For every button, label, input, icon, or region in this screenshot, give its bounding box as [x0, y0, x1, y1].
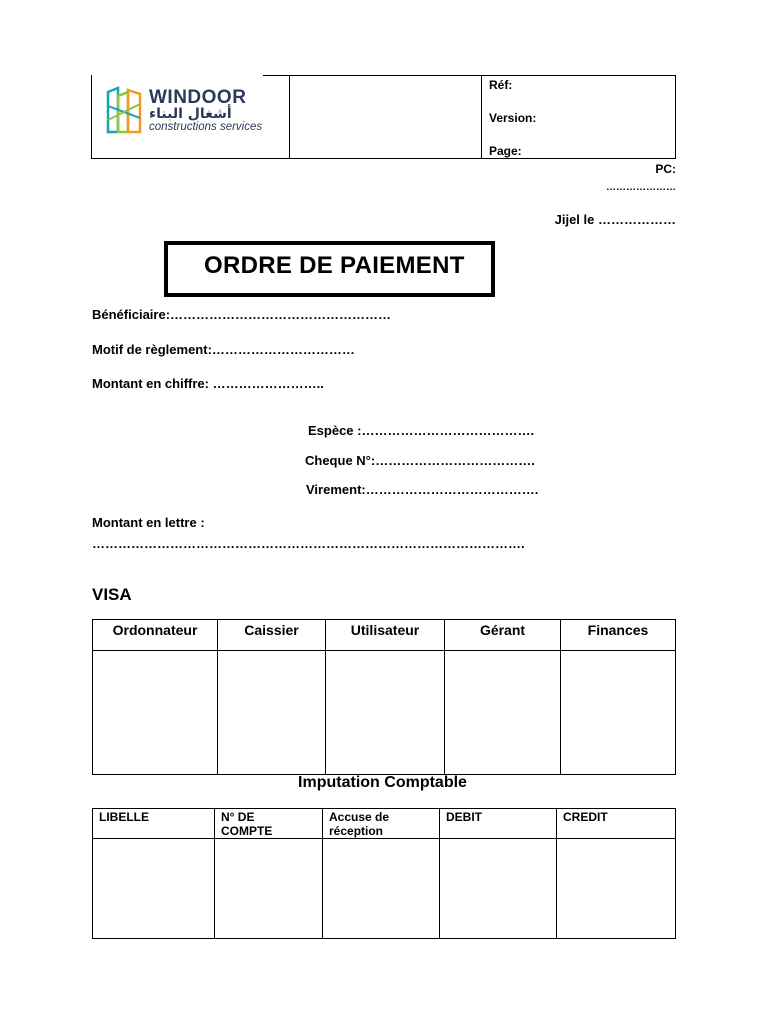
- logo-subtitle: constructions services: [149, 121, 263, 133]
- visa-col-ordonnateur: Ordonnateur: [93, 620, 218, 651]
- visa-table: [92, 619, 676, 775]
- pc-label: PC:: [655, 162, 676, 176]
- imp-col-accuse: Accuse de réception: [323, 809, 440, 839]
- logo-brand-text: WINDOOR: [149, 87, 247, 108]
- visa-cell: [561, 651, 676, 775]
- imputation-cell: [557, 839, 676, 939]
- page-title: ORDRE DE PAIEMENT: [204, 252, 465, 279]
- montant-lettre-label: Montant en lettre :: [92, 515, 205, 530]
- visa-col-gerant: Gérant: [445, 620, 561, 651]
- place-date: Jijel le ………………: [554, 212, 676, 227]
- visa-cell: [445, 651, 561, 775]
- windoor-logo-mark-icon: [106, 86, 146, 134]
- imp-col-credit: CREDIT: [557, 809, 676, 839]
- imp-col-debit: DEBIT: [440, 809, 557, 839]
- visa-col-utilisateur: Utilisateur: [326, 620, 445, 651]
- ref-label: Réf:: [489, 78, 513, 92]
- visa-heading: VISA: [92, 585, 132, 604]
- imputation-heading: [0, 774, 768, 792]
- imputation-cell: [440, 839, 557, 939]
- visa-col-finances: Finances: [561, 620, 676, 651]
- cheque-field: Cheque N°:……………………………….: [305, 453, 535, 468]
- imputation-cell: [323, 839, 440, 939]
- beneficiaire-field: Bénéficiaire:……………………………………………: [92, 307, 392, 322]
- version-label: Version:: [489, 111, 537, 125]
- logo-arabic-text: أشغال البناء: [149, 106, 232, 122]
- visa-col-caissier: Caissier: [218, 620, 326, 651]
- visa-cell: [93, 651, 218, 775]
- imp-col-libelle: LIBELLE: [93, 809, 215, 839]
- motif-field: Motif de règlement:……………………………: [92, 342, 355, 357]
- imputation-table: [92, 808, 676, 939]
- page-label: Page:: [489, 144, 522, 158]
- imp-col-compte: N° DE COMPTE: [215, 809, 323, 839]
- virement-field: Virement:………………………………….: [306, 482, 539, 497]
- pc-dots: …………………: [606, 182, 676, 193]
- title-box: [164, 241, 495, 297]
- montant-chiffre-field: Montant en chiffre: ……………………..: [92, 376, 324, 391]
- espece-field: Espèce :………………………………….: [308, 423, 535, 438]
- montant-lettre-dots: ……………………………………………………………………………………….: [92, 536, 525, 551]
- imputation-heading-text: Imputation Comptable: [298, 774, 467, 791]
- visa-cell: [218, 651, 326, 775]
- imputation-cell: [93, 839, 215, 939]
- imputation-cell: [215, 839, 323, 939]
- visa-cell: [326, 651, 445, 775]
